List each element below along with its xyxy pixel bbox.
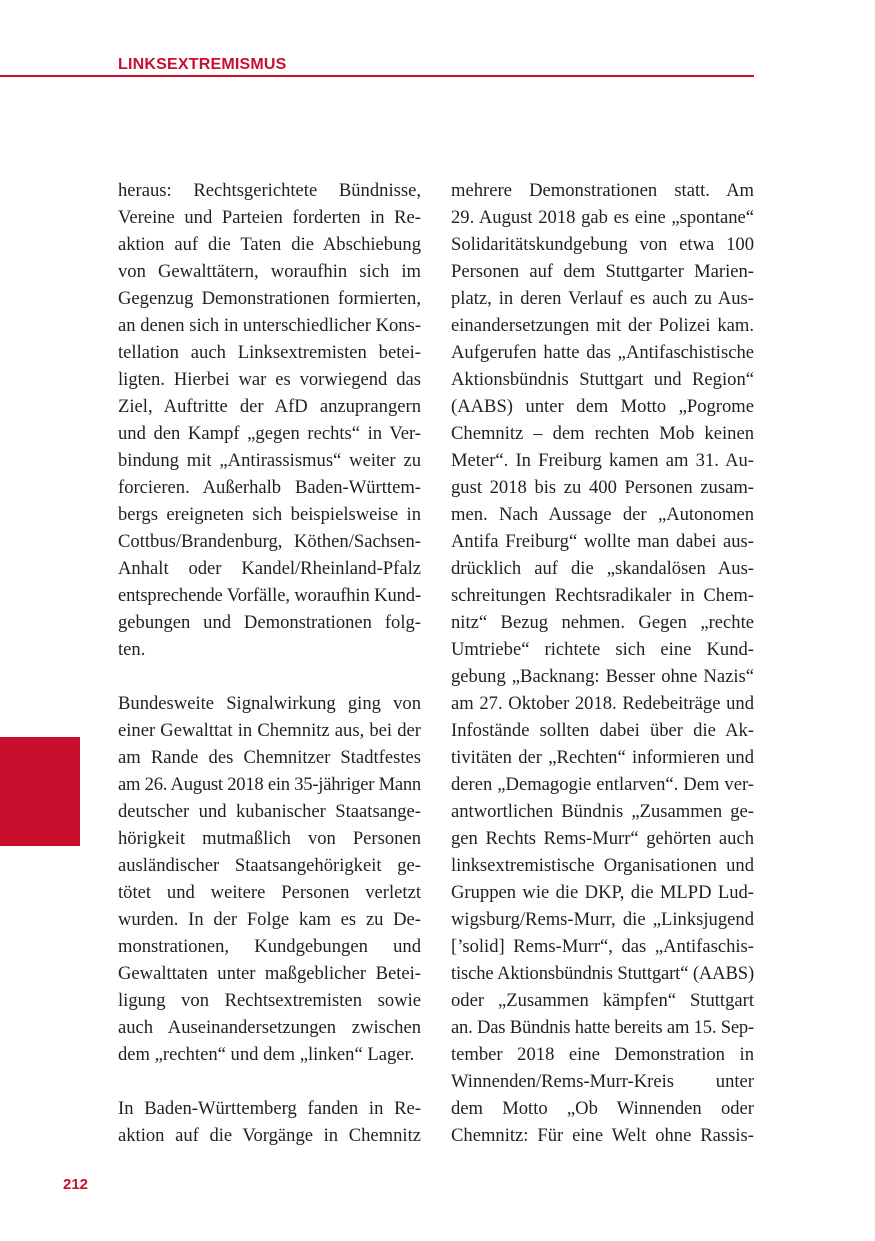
left-text-column (118, 177, 421, 1149)
text-line: Chemnitz: Für eine Welt ohne Rassis- (451, 1125, 754, 1146)
text-line: Gruppen wie die DKP, die MLPD Lud- (451, 882, 754, 903)
text-line: Aktionsbündnis Stuttgart und Region“ (451, 369, 754, 390)
text-line: am 26. August 2018 ein 35-jähriger Mann (118, 774, 421, 795)
text-line: schreitungen Rechtsradikaler in Chem- (451, 585, 754, 606)
section-header-title: LINKSEXTREMISMUS (118, 56, 287, 73)
text-line: Cottbus/Brandenburg, Köthen/Sachsen- (118, 531, 421, 552)
paragraph-gap (118, 1068, 421, 1095)
text-line: dem „rechten“ und dem „linken“ Lager. (118, 1044, 415, 1065)
text-line: gen Rechts Rems-Murr“ gehörten auch (451, 828, 754, 849)
text-line: ten. (118, 639, 146, 660)
text-line: drücklich auf die „skandalösen Aus- (451, 558, 754, 579)
text-line: [’solid] Rems-Murr“, das „Antifaschis- (451, 936, 754, 957)
text-line: antwortlichen Bündnis „Zusammen ge- (451, 801, 754, 822)
text-line: gebungen und Demonstrationen folg- (118, 612, 421, 633)
text-line: an denen sich in unterschiedlicher Kons- (118, 315, 421, 336)
right-text-column (451, 177, 754, 1149)
header-rule (0, 75, 754, 77)
text-line: an. Das Bündnis hatte bereits am 15. Sep- (451, 1017, 754, 1038)
text-line: mehrere Demonstrationen statt. Am (451, 180, 754, 201)
text-line: Ziel, Auftritte der AfD anzuprangern (118, 396, 421, 417)
text-line: oder „Zusammen kämpfen“ Stuttgart (451, 990, 754, 1011)
text-line: platz, in deren Verlauf es auch zu Aus- (451, 288, 754, 309)
paragraph (118, 177, 421, 663)
text-line: heraus: Rechtsgerichtete Bündnisse, (118, 180, 421, 201)
text-line: am Rande des Chemnitzer Stadtfestes (118, 747, 421, 768)
paragraph (118, 690, 421, 1068)
text-line: Chemnitz – dem rechten Mob keinen (451, 423, 754, 444)
text-line: gust 2018 bis zu 400 Personen zusam- (451, 477, 754, 498)
text-line: forcieren. Außerhalb Baden-Württem- (118, 477, 421, 498)
text-line: ligung von Rechtsextremisten sowie (118, 990, 421, 1011)
text-line: (AABS) unter dem Motto „Pogrome (451, 396, 754, 417)
text-line: hörigkeit mutmaßlich von Personen (118, 828, 421, 849)
text-line: 29. August 2018 gab es eine „spontane“ (451, 207, 754, 228)
text-line: einandersetzungen mit der Polizei kam. (451, 315, 754, 336)
text-line: ausländischer Staatsangehörigkeit ge- (118, 855, 421, 876)
text-line: In Baden-Württemberg fanden in Re- (118, 1098, 421, 1119)
text-line: men. Nach Aussage der „Autonomen (451, 504, 754, 525)
text-line: aktion auf die Taten die Abschiebung (118, 234, 421, 255)
text-line: tivitäten der „Rechten“ informieren und (451, 747, 754, 768)
text-line: aktion auf die Vorgänge in Chemnitz (118, 1125, 421, 1146)
text-line: Aufgerufen hatte das „Antifaschistische (451, 342, 754, 363)
page-number: 212 (63, 1176, 89, 1193)
text-line: Gegenzug Demonstrationen formierten, (118, 288, 421, 309)
text-line: wurden. In der Folge kam es zu De- (118, 909, 421, 930)
paragraph-gap (118, 663, 421, 690)
text-line: einer Gewalttat in Chemnitz aus, bei der (118, 720, 421, 741)
text-line: monstrationen, Kundgebungen und (118, 936, 421, 957)
text-line: bindung mit „Antirassismus“ weiter zu (118, 450, 421, 471)
text-line: dem Motto „Ob Winnenden oder (451, 1098, 754, 1119)
text-line: am 27. Oktober 2018. Redebeiträge und (451, 693, 754, 714)
text-line: wigsburg/Rems-Murr, die „Linksjugend (451, 909, 754, 930)
text-line: Solidaritätskundgebung von etwa 100 (451, 234, 754, 255)
text-line: Meter“. In Freiburg kamen am 31. Au- (451, 450, 754, 471)
text-line: Winnenden/Rems-Murr-Kreis unter (451, 1071, 754, 1092)
text-line: Umtriebe“ richtete sich eine Kund- (451, 639, 754, 660)
text-line: Antifa Freiburg“ wollte man dabei aus- (451, 531, 754, 552)
text-line: deutscher und kubanischer Staatsange- (118, 801, 421, 822)
text-line: ligten. Hierbei war es vorwiegend das (118, 369, 421, 390)
paragraph (118, 1095, 421, 1149)
text-line: von Gewalttätern, woraufhin sich im (118, 261, 421, 282)
text-line: tember 2018 eine Demonstration in (451, 1044, 754, 1065)
text-line: linksextremistische Organisationen und (451, 855, 754, 876)
text-line: gebung „Backnang: Besser ohne Nazis“ (451, 666, 754, 687)
text-line: tellation auch Linksextremisten betei- (118, 342, 421, 363)
text-line: Bundesweite Signalwirkung ging von (118, 693, 421, 714)
text-line: deren „Demagogie entlarven“. Dem ver- (451, 774, 754, 795)
paragraph (451, 177, 754, 1149)
text-line: Anhalt oder Kandel/Rheinland-Pfalz (118, 558, 421, 579)
text-line: Gewalttaten unter maßgeblicher Betei- (118, 963, 421, 984)
chapter-side-tab (0, 737, 80, 846)
text-line: Personen auf dem Stuttgarter Marien- (451, 261, 754, 282)
text-line: Vereine und Parteien forderten in Re- (118, 207, 421, 228)
text-line: nitz“ Bezug nehmen. Gegen „rechte (451, 612, 754, 633)
text-line: Infostände sollten dabei über die Ak- (451, 720, 754, 741)
text-line: bergs ereigneten sich beispielsweise in (118, 504, 421, 525)
text-line: tische Aktionsbündnis Stuttgart“ (AABS) (451, 963, 754, 984)
text-line: und den Kampf „gegen rechts“ in Ver- (118, 423, 421, 444)
text-line: tötet und weitere Personen verletzt (118, 882, 421, 903)
text-line: auch Auseinandersetzungen zwischen (118, 1017, 421, 1038)
text-line: entsprechende Vorfälle, woraufhin Kund- (118, 585, 421, 606)
